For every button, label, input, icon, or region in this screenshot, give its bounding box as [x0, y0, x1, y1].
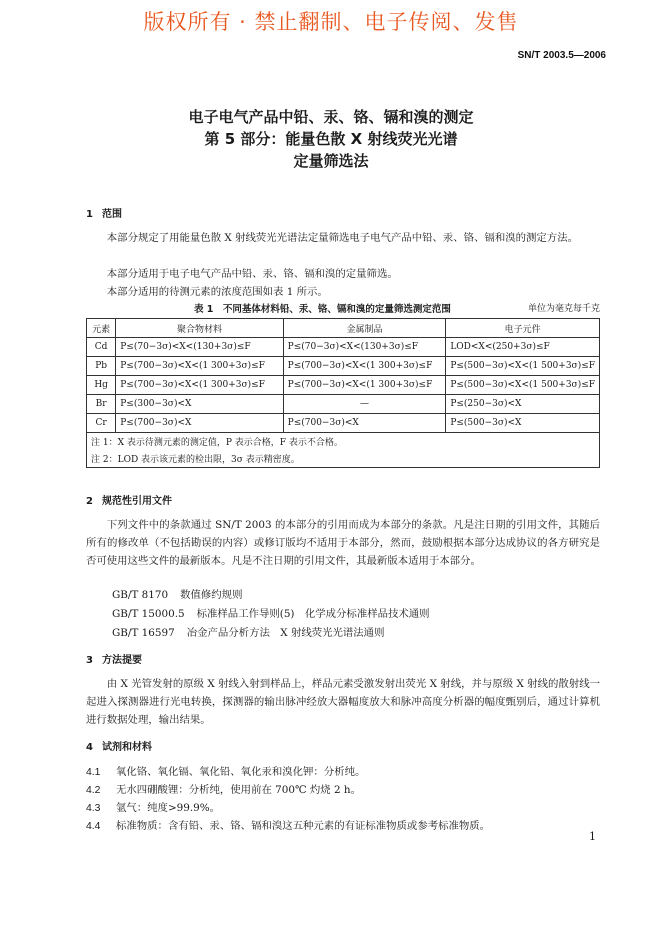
cell-polymer: P≤(700−3σ)<X<(1 300+3σ)≤F — [116, 357, 283, 376]
cell-metal: P≤(70−3σ)<X<(130+3σ)≤F — [283, 338, 446, 357]
section-2-number: 2 — [86, 496, 93, 507]
table-row — [87, 376, 600, 395]
reagent-text: 氩气：纯度>99.9%。 — [116, 802, 221, 814]
reference-title: 标准样品工作导则(5) 化学成分标准样品技术通则 — [196, 608, 430, 620]
table-row — [87, 338, 600, 357]
cell-metal: — — [283, 395, 446, 414]
reagent-number: 4.2 — [86, 785, 101, 796]
section-1-title: 范围 — [102, 209, 122, 220]
title-line-3: 定量筛选法 — [293, 152, 369, 170]
section-1-number: 1 — [86, 209, 93, 220]
reagent-item — [86, 763, 365, 778]
reference-code: GB/T 8170 — [112, 589, 169, 601]
header-electronic: 电子元件 — [446, 319, 600, 338]
reference-title: 数值修约规则 — [180, 589, 243, 601]
reference-item — [112, 624, 384, 639]
section-4-title: 试剂和材料 — [102, 742, 152, 753]
table-header-row — [87, 319, 600, 338]
header-polymer: 聚合物材料 — [116, 319, 283, 338]
reference-item — [112, 605, 430, 620]
watermark-banner: 版权所有 · 禁止翻制、电子传阅、发售 — [143, 10, 519, 34]
cell-element: Hg — [87, 376, 116, 395]
cell-polymer: P≤(300−3σ)<X — [116, 395, 283, 414]
title-line-2: 第 5 部分：能量色散 X 射线荧光光谱 — [204, 130, 458, 148]
document-title — [0, 106, 662, 172]
cell-polymer: P≤(700−3σ)<X — [116, 414, 283, 433]
normative-paragraph: 下列文件中的条款通过 SN/T 2003 的本部分的引用而成为本部分的条款。凡是注日期的引用文件，其随后所有的修改单（不包括勘误的内容）或修订版均不适用于本部分，然而，鼓励根据本部分达成协议的各方研究是否可使用这些文件的最新版本。凡是不注日期的引用文件，其最新版本适用于本部分。 — [86, 519, 600, 567]
section-2-heading — [86, 492, 172, 507]
standard-number: SN/T 2003.5—2006 — [517, 50, 606, 61]
cell-metal: P≤(700−3σ)<X — [283, 414, 446, 433]
page-number: 1 — [589, 830, 596, 843]
table-row — [87, 357, 600, 376]
section-2-title: 规范性引用文件 — [102, 496, 172, 507]
cell-polymer: P≤(70−3σ)<X<(130+3σ)≤F — [116, 338, 283, 357]
reagent-number: 4.4 — [86, 821, 101, 832]
section-3-title: 方法提要 — [102, 655, 142, 666]
reagent-text: 氧化铬、氧化镉、氧化铅、氧化汞和溴化钾：分析纯。 — [116, 766, 366, 778]
scope-paragraph-2: 本部分适用于电子电气产品中铅、汞、铬、镉和溴的定量筛选。 — [106, 268, 398, 280]
reagent-text: 标准物质：含有铅、汞、铬、镉和溴这五种元素的有证标准物质或参考标准物质。 — [116, 820, 491, 832]
section-4-heading — [86, 738, 152, 753]
table-note-row — [87, 433, 600, 451]
table-note-row — [87, 450, 600, 468]
reagent-number: 4.1 — [86, 767, 101, 778]
cell-metal: P≤(700−3σ)<X<(1 300+3σ)≤F — [283, 357, 446, 376]
reagent-item — [86, 781, 361, 796]
reference-code: GB/T 15000.5 — [112, 608, 185, 620]
scope-paragraph-1: 本部分规定了用能量色散 X 射线荧光光谱法定量筛选电子电气产品中铅、汞、铬、镉和溴的测定方法。 — [106, 232, 578, 244]
scope-paragraph-3: 本部分适用的待测元素的浓度范围如表 1 所示。 — [106, 286, 328, 298]
reference-item — [112, 586, 242, 601]
cell-electronic: P≤(500−3σ)<X — [446, 414, 600, 433]
header-metal: 金属制品 — [283, 319, 446, 338]
reagent-item — [86, 817, 490, 832]
cell-element: Pb — [87, 357, 116, 376]
range-table — [86, 318, 600, 468]
cell-element: Cd — [87, 338, 116, 357]
reagent-text: 无水四硼酸锂：分析纯，使用前在 700℃ 灼烧 2 h。 — [116, 784, 361, 796]
table-row — [87, 414, 600, 433]
table-unit: 单位为毫克每千克 — [527, 304, 600, 314]
table-row — [87, 395, 600, 414]
section-4-number: 4 — [86, 742, 93, 753]
section-3-number: 3 — [86, 655, 93, 666]
table-note-2: 注 2：LOD 表示该元素的检出限，3σ 表示精密度。 — [87, 450, 600, 468]
title-line-1: 电子电气产品中铅、汞、铬、镉和溴的测定 — [188, 108, 474, 126]
principle-paragraph: 由 X 光管发射的原级 X 射线入射到样品上，样品元素受激发射出荧光 X 射线，并与原级 X 射线的散射线一起进入探测器进行光电转换，探测器的输出脉冲经放大器幅度放大和脉冲高度分析器的幅度甄别后，通过计算机进行数据处理，输出结果。 — [86, 678, 600, 726]
cell-element: Cr — [87, 414, 116, 433]
table-caption: 表 1 不同基体材料铅、汞、铬、镉和溴的定量筛选测定范围 — [194, 304, 451, 315]
section-1-heading — [86, 205, 122, 220]
cell-polymer: P≤(700−3σ)<X<(1 300+3σ)≤F — [116, 376, 283, 395]
cell-element: Br — [87, 395, 116, 414]
header-element: 元素 — [87, 319, 116, 338]
cell-electronic: P≤(250−3σ)<X — [446, 395, 600, 414]
cell-electronic: LOD<X<(250+3σ)≤F — [446, 338, 600, 357]
reference-code: GB/T 16597 — [112, 627, 175, 639]
reagent-number: 4.3 — [86, 803, 101, 814]
cell-metal: P≤(700−3σ)<X<(1 300+3σ)≤F — [283, 376, 446, 395]
table-note-1: 注 1：X 表示待测元素的测定值，P 表示合格，F 表示不合格。 — [87, 433, 600, 451]
reference-title: 冶金产品分析方法 X 射线荧光光谱法通则 — [186, 627, 385, 639]
section-3-heading — [86, 651, 142, 666]
cell-electronic: P≤(500−3σ)<X<(1 500+3σ)≤F — [446, 376, 600, 395]
reagent-item — [86, 799, 220, 814]
cell-electronic: P≤(500−3σ)<X<(1 500+3σ)≤F — [446, 357, 600, 376]
